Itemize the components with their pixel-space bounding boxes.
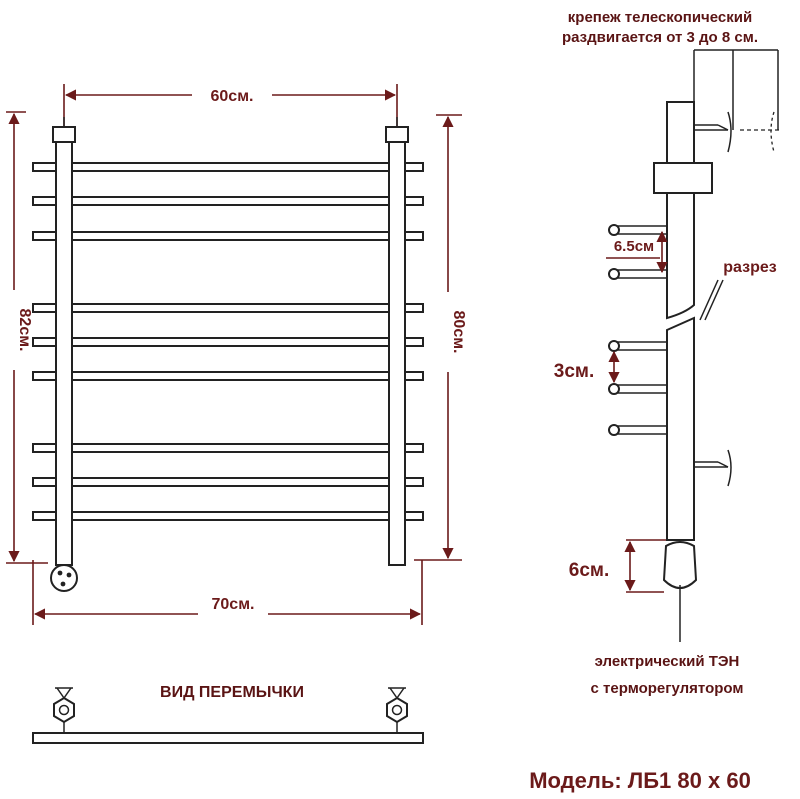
heater-caption-line2: с терморегулятором — [590, 680, 744, 697]
jumper-bar — [33, 733, 423, 743]
right-rail — [389, 140, 405, 565]
mount-caption-line1: крепеж телескопический — [567, 9, 753, 26]
side-upper-tube — [667, 102, 694, 318]
heater-element — [664, 542, 696, 588]
side-view — [554, 9, 780, 697]
front-view — [6, 84, 467, 625]
heater-plug-icon — [51, 565, 77, 591]
section-label: разрез — [723, 259, 777, 276]
left-top-cap — [53, 127, 75, 142]
horizontal-bars — [33, 163, 423, 520]
gap-6-label: 6см. — [568, 560, 610, 581]
model-title: Модель: ЛБ1 80 х 60 — [529, 768, 751, 793]
left-jumper-bracket — [54, 688, 74, 733]
height-left-label: 82см. — [16, 308, 33, 352]
jumper-title: ВИД ПЕРЕМЫЧКИ — [160, 684, 304, 701]
side-lower-tube — [667, 318, 694, 540]
jumper-view — [33, 684, 423, 743]
heater-caption-line1: электрический ТЭН — [594, 653, 740, 670]
gap-65-label: 6.5см — [613, 238, 655, 255]
width-bottom-label: 70см. — [211, 596, 255, 613]
right-jumper-bracket — [387, 688, 407, 733]
width-top-label: 60см. — [210, 88, 254, 105]
right-top-cap — [386, 127, 408, 142]
left-rail — [56, 140, 72, 565]
gap-3-label: 3см. — [553, 361, 595, 382]
mount-caption-line2: раздвигается от 3 до 8 см. — [561, 29, 759, 46]
height-right-label: 80см. — [450, 310, 467, 354]
side-upper-block — [654, 163, 712, 193]
lower-bar-stubs — [609, 341, 667, 435]
